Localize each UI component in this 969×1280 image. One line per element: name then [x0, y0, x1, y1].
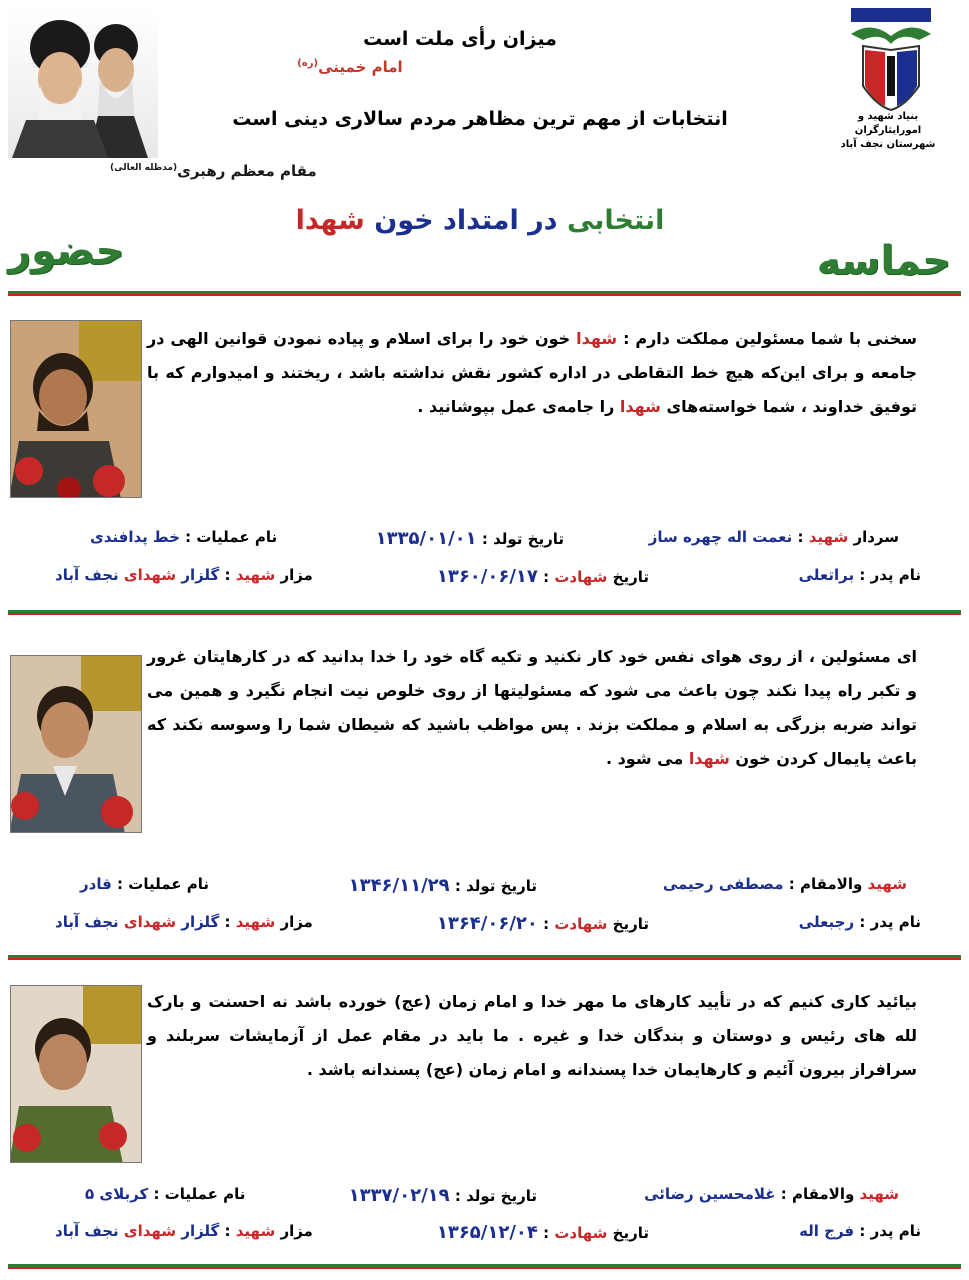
slogan-part1: انتخابی	[566, 205, 665, 236]
martyr-father-3	[799, 1222, 921, 1240]
martyr-photo-2	[10, 655, 142, 833]
quote-khomeini-author	[250, 58, 450, 76]
martyr-op-3	[85, 1185, 245, 1203]
quote-text: را جامه‌ی عمل بپوشانید .	[417, 397, 615, 416]
martyr-name-1	[649, 528, 899, 546]
death-label-red: شهادت	[554, 1224, 608, 1242]
op-label: نام عملیات :	[117, 875, 209, 893]
death-value: ۱۳۶۰/۰۶/۱۷	[436, 566, 538, 587]
martyr-quote-1	[147, 322, 917, 424]
grave-value: گلزار	[181, 1222, 220, 1240]
logo-caption-line2: شهرستان نجف آباد	[840, 139, 936, 150]
martyr-op-2	[80, 875, 209, 893]
quote-text: بیائید کاری کنیم که در تأیید کارهای ما مهر خدا و امام زمان (عج) خورده باشد نه احسنت و بارک لله های رئیس و دوستان و بندگان خدا و غیره . ما باید در مقام عمل از آزمایشات سربلند و سرافراز بیرون آئیم و کارهایمان خدا پسندانه و امام زمان (عج) پسندانه باشد .	[147, 992, 917, 1079]
death-label: تاریخ	[612, 1224, 649, 1242]
op-label: نام عملیات :	[185, 528, 278, 546]
quote-text: خون خود را برای اسلام و پیاده نمودن قوانین الهی در جامعه و برای این‌که هیچ خط التقاطی در اداره کشور نقش نداشته باشد ، ریختند و امیدوارم که با توفیق خداوند ، شما خواسته‌های	[147, 329, 917, 416]
martyr-grave-3	[55, 1222, 313, 1240]
martyr-death-3	[437, 1222, 649, 1243]
quote-highlight: شهدا	[576, 329, 618, 348]
grave-label: مزار	[280, 566, 313, 584]
name-sep: والامقام :	[780, 1185, 855, 1203]
title-red: شهید	[867, 875, 907, 893]
grave-value: گلزار	[181, 913, 220, 931]
death-label-sep: :	[543, 1224, 550, 1242]
grave-value-red: شهدای	[123, 1222, 177, 1240]
author-name: مقام معظم رهبری	[177, 162, 317, 180]
name-sep: :	[797, 528, 804, 546]
title-prefix: سردار	[853, 528, 899, 546]
martyr-birth-3	[349, 1185, 537, 1206]
martyr-quote-3	[147, 985, 917, 1087]
grave-label-sep: :	[224, 566, 231, 584]
title-red: شهید	[808, 528, 849, 546]
quote-leader-author	[110, 162, 330, 180]
quote-text: سخنی با شما مسئولین مملکت دارم :	[623, 329, 918, 348]
martyr-father-1	[799, 566, 921, 584]
quote-highlight: شهدا	[619, 397, 661, 416]
birth-value: ۱۳۳۷/۰۲/۱۹	[348, 1185, 450, 1206]
name-value: نعمت اله چهره ساز	[648, 528, 793, 546]
birth-label: تاریخ تولد :	[481, 530, 564, 548]
father-value: فرج اله	[799, 1222, 855, 1240]
op-label: نام عملیات :	[153, 1185, 246, 1203]
martyr-quote-2	[147, 640, 917, 776]
name-sep: والامقام :	[788, 875, 863, 893]
quote-leader: انتخابات از مهم ترین مظاهر مردم سالاری دینی است	[232, 108, 728, 130]
grave-value-city: نجف آباد	[55, 566, 119, 584]
grave-value-red: شهدای	[123, 913, 177, 931]
father-label: نام پدر :	[859, 913, 921, 931]
martyr-name-3	[644, 1185, 899, 1203]
grave-label-sep: :	[224, 913, 231, 931]
grave-label: مزار	[280, 913, 313, 931]
op-value: قادر	[80, 875, 112, 893]
slogan-part3: شهدا	[295, 205, 365, 236]
name-value: مصطفی رحیمی	[662, 875, 784, 893]
grave-label-red: شهید	[235, 1222, 276, 1240]
death-label-sep: :	[543, 568, 550, 586]
author-name: امام خمینی	[318, 58, 403, 76]
martyr-death-1	[437, 566, 649, 587]
foundation-logo	[841, 6, 941, 114]
birth-value: ۱۳۴۶/۱۱/۲۹	[348, 875, 450, 896]
father-value: رجبعلی	[798, 913, 855, 931]
title-red: شهید	[859, 1185, 899, 1203]
martyr-grave-1	[55, 566, 313, 584]
martyr-name-2	[663, 875, 907, 893]
death-label-red: شهادت	[554, 915, 608, 933]
quote-text: ای مسئولین ، از روی هوای نفس خود کار نکنید و تکیه گاه خود را خدا بدانید که در کارهایتان غرور و تکبر راه پیدا نکند چون باعث می شود که مسئولیتها از روی خلوص نیت انجام نگیرد و همین می تواند ضربه بزرگی به اسلام و مملکت بزند . پس مواظب باشید که شیطان شما را وسوسه نکند که باعث پایمال کردن خون	[147, 647, 917, 768]
grave-label-red: شهید	[235, 913, 276, 931]
martyr-op-1	[90, 528, 277, 546]
martyr-father-2	[799, 913, 921, 931]
death-label-red: شهادت	[554, 568, 608, 586]
quote-highlight: شهدا	[688, 749, 730, 768]
martyr-photo-1	[10, 320, 142, 498]
death-label: تاریخ	[612, 915, 649, 933]
birth-label: تاریخ تولد :	[454, 1187, 537, 1205]
leaders-portrait	[8, 8, 158, 158]
martyr-birth-1	[376, 528, 564, 549]
father-value: براتعلی	[798, 566, 855, 584]
death-value: ۱۳۶۴/۰۶/۲۰	[436, 913, 538, 934]
martyr-photo-3	[10, 985, 142, 1163]
divider	[8, 955, 961, 960]
slogan-part2: در امتداد خون	[374, 205, 558, 236]
op-value: کربلای ۵	[85, 1185, 149, 1203]
op-value: خط پدافندی	[90, 528, 180, 546]
birth-label: تاریخ تولد :	[454, 877, 537, 895]
quote-khomeini: میزان رأی ملت است	[363, 28, 557, 50]
martyr-grave-2	[55, 913, 313, 931]
grave-label-red: شهید	[235, 566, 276, 584]
grave-value: گلزار	[181, 566, 220, 584]
divider	[8, 291, 961, 296]
divider	[8, 610, 961, 615]
martyr-birth-2	[349, 875, 537, 896]
name-value: غلامحسین رضائی	[644, 1185, 776, 1203]
main-slogan	[200, 205, 760, 236]
martyr-death-2	[437, 913, 649, 934]
grave-value-city: نجف آباد	[55, 913, 119, 931]
grave-value-red: شهدای	[123, 566, 177, 584]
father-label: نام پدر :	[859, 566, 921, 584]
author-suffix: (ره)	[297, 58, 319, 69]
logo-caption	[823, 110, 953, 152]
banner-word-hamase: حماسه	[816, 238, 951, 284]
grave-value-city: نجف آباد	[55, 1222, 119, 1240]
logo-caption-line1: بنیاد شهید و امورایثارگران	[854, 111, 922, 136]
death-label: تاریخ	[612, 568, 649, 586]
death-value: ۱۳۶۵/۱۲/۰۴	[436, 1222, 538, 1243]
banner-word-hozur: حضور	[8, 228, 125, 274]
grave-label-sep: :	[224, 1222, 231, 1240]
death-label-sep: :	[543, 915, 550, 933]
father-label: نام پدر :	[859, 1222, 921, 1240]
author-suffix: (مدظله العالی)	[110, 163, 178, 173]
birth-value: ۱۳۳۵/۰۱/۰۱	[375, 528, 477, 549]
quote-text: می شود .	[605, 749, 684, 768]
divider	[8, 1264, 961, 1269]
grave-label: مزار	[280, 1222, 313, 1240]
